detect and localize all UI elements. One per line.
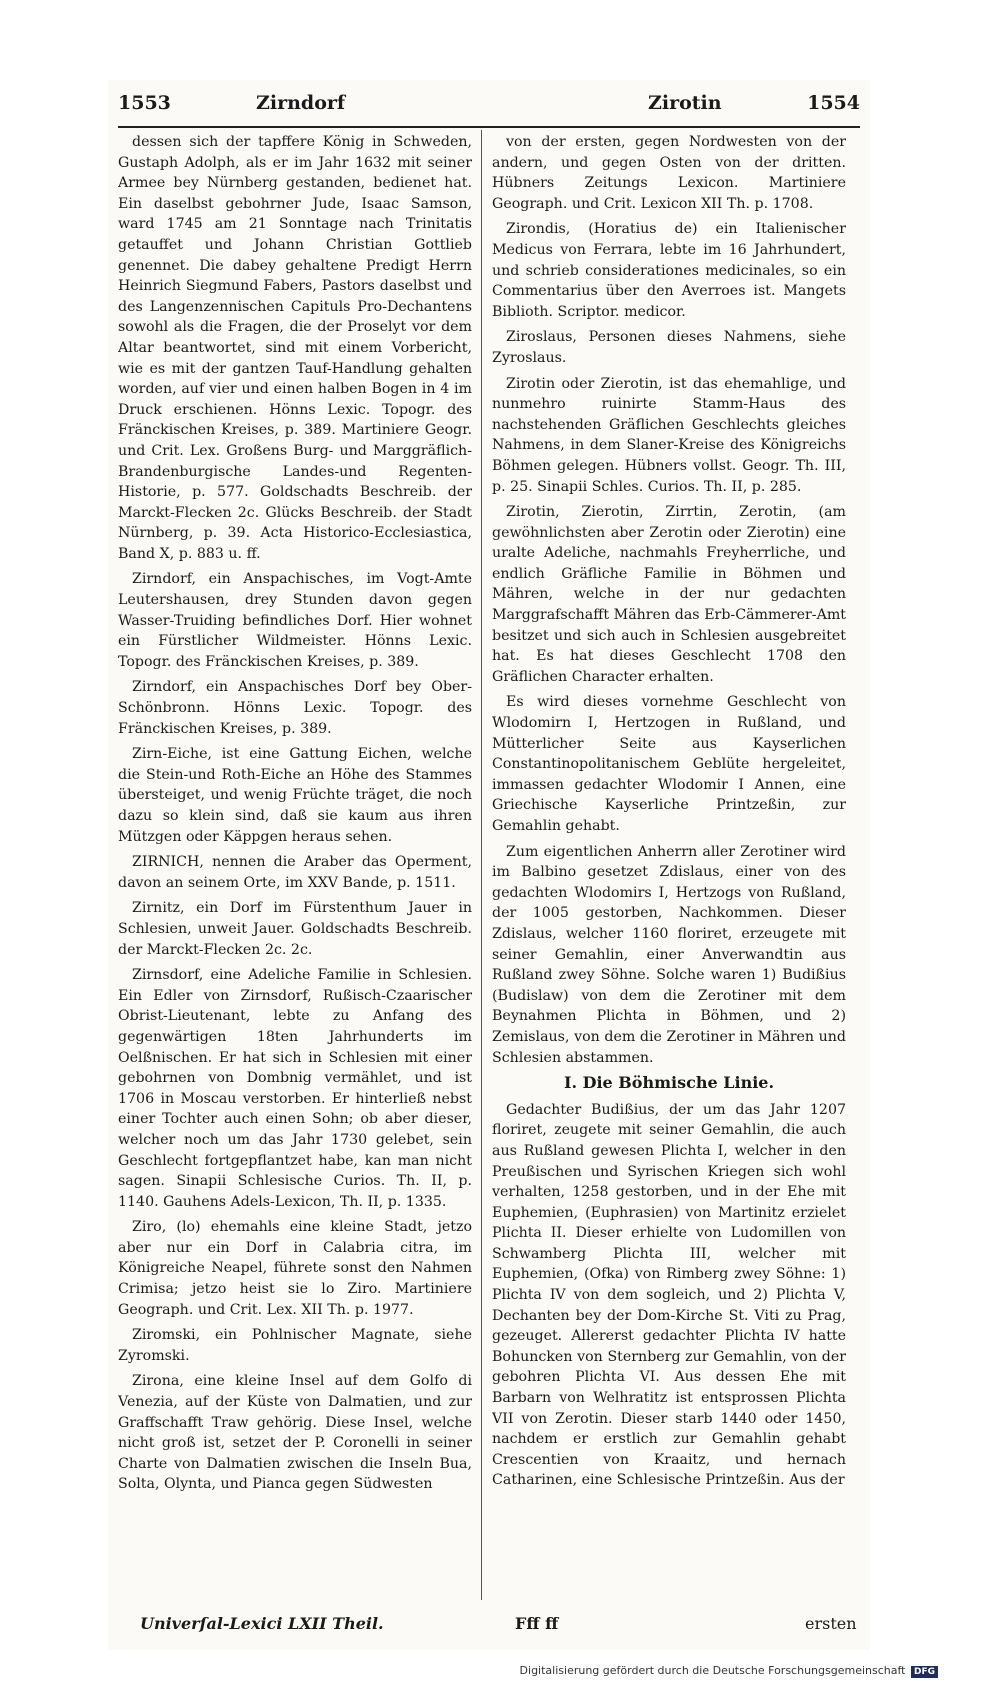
- entry-paragraph: Zirnitz, ein Dorf im Fürstenthum Jauer in Schlesien, unweit Jauer. Goldschadts Beschreib. der Marckt-Flecken 2c. 2c.: [118, 900, 472, 958]
- entry-paragraph: von der ersten, gegen Nordwesten von der andern, und gegen Osten von der dritten. Hübners Zeitungs Lexicon. Martiniere Geograph. und Crit. Lexicon XII Th. p. 1708.: [492, 134, 846, 212]
- entry-paragraph: dessen sich der tapffere König in Schweden, Gustaph Adolph, als er im Jahr 1632 mit seiner Armee bey Nürnberg gestanden, bedienet hat. Ein daselbst gebohrner Jude, Isaac Samson, ward 1745 am 21 Sonntage nach Trinitatis getauffet und Johann Christian Gottlieb genennet. Die dabey gehaltene Predigt Herrn Heinrich Siegmund Fabers, Pastors daselbst und des Langenzennischen Capituls Pro-Dechantens sowohl als die Fragen, die der Proselyt vor dem Altar beantwortet, sind mit einem Vorbericht, wie es mit der gantzen Tauf-Handlung gehalten worden, auf vier und einen halben Bogen in 4 im Druck erschienen. Hönns Lexic. Topogr. des Fränckischen Kreises, p. 389. Martiniere Geogr. und Crit. Lex. Großens Burg- und Marggräflich-Brandenburgische Landes-und Regenten-Historie, p. 577. Goldschadts Beschreib. der Marckt-Flecken 2c. Glücks Beschreib. der Stadt Nürnberg, p. 39. Acta Historico-Ecclesiastica, Band X, p. 883 u. ff.: [118, 134, 472, 562]
- footer-catchword: ersten: [805, 1614, 857, 1633]
- dfg-logo: DFG: [911, 1666, 938, 1678]
- footer-volume: Univerſal-Lexici LXII Theil.: [140, 1614, 384, 1633]
- entry-paragraph: Zirnsdorf, eine Adeliche Familie in Schlesien. Ein Edler von Zirnsdorf, Rußisch-Czaarischer Obrist-Lieutenant, lebte zu Anfang des gegenwärtigen 18ten Jahrhunderts im Oelßnischen. Er hat sich in Schlesien mit einer gebohrnen von Dombnig vermählet, und ist 1706 in Moscau verstorben. Er hinterließ nebst einer Tochter auch einen Sohn; ob aber dieser, welcher noch um das Jahr 1730 gelebet, sein Geschlecht fortgepflantzet habe, kan man nicht sagen. Sinapii Schlesische Curios. Th. II, p. 1140. Gauhens Adels-Lexicon, Th. II, p. 1335.: [118, 967, 472, 1210]
- entry-paragraph: Ziro, (lo) ehemahls eine kleine Stadt, jetzo aber nur ein Dorf in Calabria citra, im Königreiche Neapel, führete sonst den Nahmen Crimisa; jetzo heist sie lo Ziro. Martiniere Geograph. und Crit. Lex. XII Th. p. 1977.: [118, 1219, 472, 1318]
- column-divider: [481, 130, 482, 1600]
- running-title-left: Zirndorf: [256, 92, 346, 114]
- digitization-credit: [520, 1664, 938, 1678]
- page-number-left: 1553: [118, 92, 171, 114]
- left-column: [118, 132, 472, 1597]
- running-header: [118, 88, 860, 124]
- section-heading: I. Die Böhmische Linie.: [563, 1073, 775, 1093]
- entry-paragraph: Zirotin, Zierotin, Zirrtin, Zerotin, (am gewöhnlichsten aber Zerotin oder Zierotin) eine uralte Adeliche, nachmahls Freyherrliche, und endlich Gräfliche Familie in Böhmen und Mähren, welche in der nur gedachten Marggrafschafft Mähren das Erb-Cämmerer-Amt besitzet und sich auch in Schlesien ausgebreitet hat. Es hat dieses Geschlecht 1708 den Gräflichen Character erhalten.: [492, 504, 846, 685]
- entry-paragraph: Ziromski, ein Pohlnischer Magnate, siehe Zyromski.: [118, 1327, 472, 1364]
- entry-paragraph: Zum eigentlichen Anherrn aller Zerotiner wird im Balbino gesetzet Zdislaus, einer von des gedachten Wlodomirs I, Hertzogs von Rußland, der 1005 gestorben, Nachkommen. Dieser Zdislaus, welcher 1160 floriret, erzeugete mit seiner Gemahlin, einer Anverwandtin aus Rußland zwey Söhne. Solche waren 1) Budißius (Budislaw) von dem die Zerotiner mit dem Beynahmen Plichta in Böhmen, und 2) Zemislaus, von dem die Zerotiner in Mähren und Schlesien abstammen.: [492, 843, 846, 1066]
- right-column: [492, 132, 846, 1597]
- entry-paragraph: Zirona, eine kleine Insel auf dem Golfo di Venezia, auf der Küste von Dalmatien, und zur Graffschafft Traw gehörig. Diese Insel, welche nicht groß ist, setzet der P. Coronelli in seiner Charte von Dalmatien zwischen die Inseln Bua, Solta, Olynta, und Pianca gegen Südwesten: [118, 1373, 472, 1493]
- entry-paragraph: Es wird dieses vornehme Geschlecht von Wlodomirn I, Hertzogen in Rußland, und Mütterlicher Seite aus Kayserlichen Constantinopolitanischem Geblüte hergeleitet, immassen gedachter Wlodomir I Annen, eine Griechische Kayserliche Printzeßin, zur Gemahlin gehabt.: [492, 694, 846, 834]
- entry-paragraph: Ziroslaus, Personen dieses Nahmens, siehe Zyroslaus.: [492, 329, 846, 366]
- entry-paragraph: Zirn-Eiche, ist eine Gattung Eichen, welche die Stein-und Roth-Eiche an Höhe des Stammes übersteiget, und wenig Früchte träget, die noch dazu so klein sind, daß sie kaum aus ihren Mützgen oder Käppgen heraus sehen.: [118, 746, 472, 845]
- header-rule: [118, 126, 860, 128]
- footer-signature: Fff ff: [515, 1614, 559, 1633]
- entry-paragraph: Gedachter Budißius, der um das Jahr 1207 floriret, zeugete mit seiner Gemahlin, die auch aus Rußland gewesen Plichta I, welcher in den Preußischen und Syrischen Kriegen sich wohl verhalten, 1258 gestorben, und in der Ehe mit Euphemien, (Euphrasien) von Martinitz erzielet Plichta II. Dieser erhielte von Ludomillen von Schwamberg Plichta III, welcher mit Euphemien, (Ofka) von Rimberg zwey Söhne: 1) Plichta IV von dem sogleich, und 2) Plichta V, Dechanten bey der Dom-Kirche St. Viti zu Prag, gezeuget. Allererst gedachter Plichta IV hatte Bohuncken von Sternberg zur Gemahlin, von der gebohren Plichta VI. Aus dessen Ehe mit Barbarn von Welhratitz ist entsprossen Plichta VII von Zerotin. Dieser starb 1440 oder 1450, nachdem er erstlich zur Gemahlin gehabt Crescentien von Kraaitz, und hernach Catharinen, eine Schlesische Printzeßin. Aus der: [492, 1101, 846, 1489]
- entry-paragraph: Zirndorf, ein Anspachisches Dorf bey Ober-Schönbronn. Hönns Lexic. Topogr. des Fränckischen Kreises, p. 389.: [118, 679, 472, 737]
- credit-text: Digitalisierung gefördert durch die Deutsche Forschungsgemeinschaft: [519, 1664, 906, 1677]
- entry-paragraph: ZIRNICH, nennen die Araber das Operment, davon an seinem Orte, im XXV Bande, p. 1511.: [118, 854, 472, 891]
- running-title-right: Zirotin: [648, 92, 722, 114]
- entry-paragraph: Zirndorf, ein Anspachisches, im Vogt-Amte Leutershausen, drey Stunden davon gegen Wasser-Truiding befindliches Dorf. Hier wohnet ein Fürstlicher Wildmeister. Hönns Lexic. Topogr. des Fränckischen Kreises, p. 389.: [118, 571, 472, 670]
- entry-paragraph: Zirondis, (Horatius de) ein Italienischer Medicus von Ferrara, lebte im 16 Jahrhundert, und schrieb considerationes medicinales, so ein Commentarius über den Averroes ist. Mangets Biblioth. Scriptor. medicor.: [492, 221, 846, 320]
- entry-paragraph: Zirotin oder Zierotin, ist das ehemahlige, und nunmehro ruinirte Stamm-Haus des nachstehenden Gräflichen Geschlechts gleiches Nahmens, in dem Slaner-Kreise des Königreichs Böhmen gelegen. Hübners vollst. Geogr. Th. III, p. 25. Sinapii Schles. Curios. Th. II, p. 285.: [492, 375, 846, 495]
- page-number-right: 1554: [807, 92, 860, 114]
